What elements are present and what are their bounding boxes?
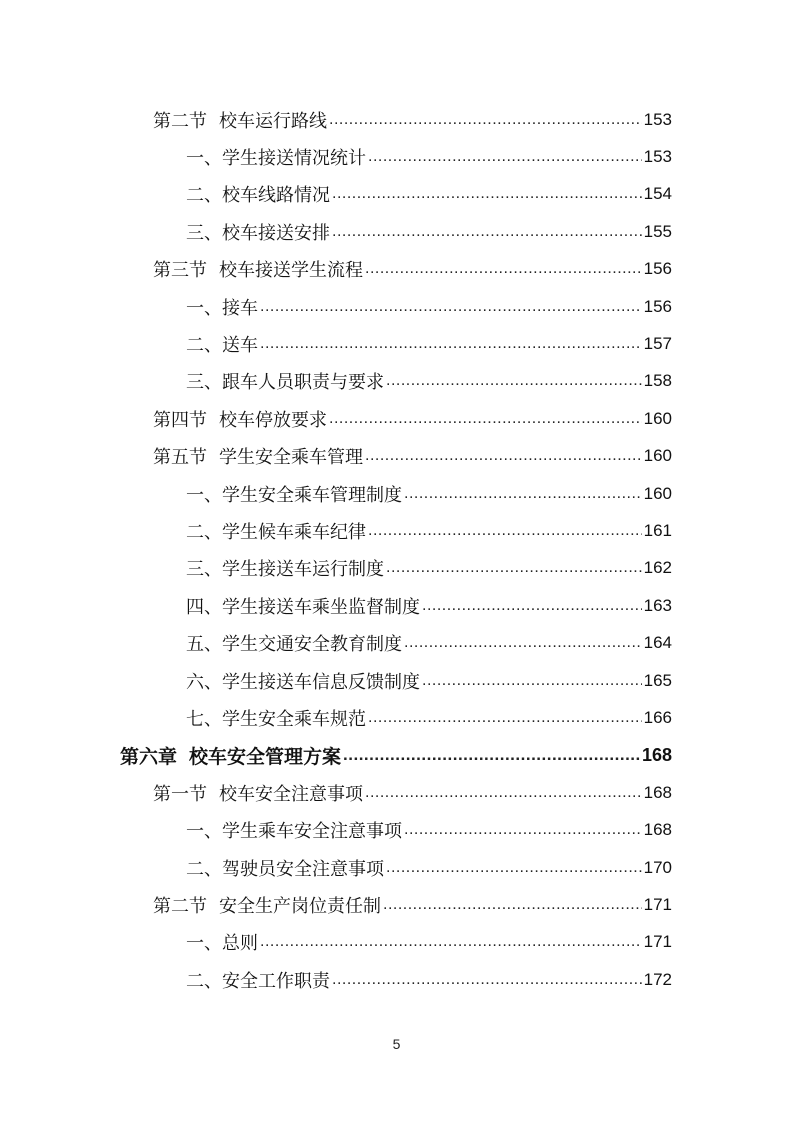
toc-dot-leader — [383, 896, 642, 914]
toc-entry-label — [186, 668, 422, 694]
table-of-contents — [0, 101, 793, 998]
toc-entry-page: 170 — [643, 857, 672, 877]
toc-entry-label — [153, 892, 383, 918]
toc-entry-title: 学生安全乘车管理制度 — [222, 484, 402, 506]
toc-entry-title: 学生候车乘车纪律 — [222, 521, 366, 543]
toc-dot-leader — [368, 522, 642, 540]
toc-subsection-entry[interactable] — [0, 475, 672, 512]
toc-dot-leader — [422, 597, 642, 615]
toc-chapter-entry[interactable] — [0, 737, 672, 774]
toc-entry-title: 校车停放要求 — [219, 409, 327, 431]
toc-entry-title: 接车 — [222, 297, 258, 319]
toc-entry-label — [153, 256, 365, 282]
toc-dot-leader — [386, 559, 642, 577]
toc-subsection-entry[interactable] — [0, 961, 672, 998]
toc-entry-page: 168 — [643, 820, 672, 840]
toc-dot-leader — [386, 372, 642, 390]
toc-entry-title: 学生接送车信息反馈制度 — [222, 671, 420, 693]
toc-dot-leader — [365, 784, 642, 802]
toc-entry-title: 校车安全注意事项 — [219, 783, 363, 805]
toc-subsection-entry[interactable] — [0, 924, 672, 961]
toc-entry-title: 学生交通安全教育制度 — [222, 634, 402, 656]
toc-dot-leader — [368, 148, 642, 166]
toc-entry-page: 155 — [643, 221, 672, 241]
toc-entry-title: 学生接送情况统计 — [222, 148, 366, 170]
toc-entry-page: 153 — [643, 147, 672, 167]
toc-subsection-entry[interactable] — [0, 138, 672, 175]
toc-entry-page: 153 — [643, 109, 672, 129]
toc-entry-label — [186, 967, 332, 993]
toc-section-entry[interactable] — [0, 251, 672, 288]
toc-entry-title: 学生安全乘车规范 — [222, 708, 366, 730]
toc-entry-page: 156 — [643, 296, 672, 316]
toc-entry-prefix: 第四节 — [153, 409, 207, 431]
toc-dot-leader — [365, 447, 642, 465]
toc-entry-page: 154 — [643, 184, 672, 204]
toc-entry-label — [186, 705, 368, 731]
toc-entry-label — [186, 593, 422, 619]
toc-entry-page: 172 — [643, 969, 672, 989]
toc-entry-title: 安全工作职责 — [222, 970, 330, 992]
toc-dot-leader — [404, 821, 642, 839]
toc-dot-leader — [368, 709, 642, 727]
toc-entry-page: 161 — [643, 520, 672, 540]
toc-entry-label — [153, 107, 329, 133]
toc-entry-page: 163 — [643, 595, 672, 615]
toc-entry-label — [120, 742, 343, 769]
toc-section-entry[interactable] — [0, 400, 672, 437]
toc-entry-title: 总则 — [222, 933, 258, 955]
toc-entry-prefix: 二、 — [186, 335, 222, 357]
toc-entry-label — [186, 481, 404, 507]
toc-subsection-entry[interactable] — [0, 849, 672, 886]
toc-entry-title: 校车安全管理方案 — [189, 745, 342, 768]
toc-entry-page: 171 — [643, 894, 672, 914]
toc-subsection-entry[interactable] — [0, 176, 672, 213]
toc-entry-prefix: 六、 — [186, 671, 222, 693]
toc-section-entry[interactable] — [0, 438, 672, 475]
toc-dot-leader — [332, 223, 642, 241]
toc-entry-prefix: 第三节 — [153, 260, 207, 282]
toc-entry-prefix: 七、 — [186, 708, 222, 730]
toc-dot-leader — [260, 335, 642, 353]
toc-entry-prefix: 第二节 — [153, 110, 207, 132]
toc-dot-leader — [386, 859, 642, 877]
toc-entry-prefix: 三、 — [186, 222, 222, 244]
toc-entry-page: 171 — [643, 932, 672, 952]
toc-entry-label — [186, 518, 368, 544]
toc-entry-title: 跟车人员职责与要求 — [222, 372, 384, 394]
toc-dot-leader — [404, 485, 642, 503]
toc-subsection-entry[interactable] — [0, 512, 672, 549]
toc-dot-leader — [260, 298, 642, 316]
toc-entry-prefix: 二、 — [186, 970, 222, 992]
toc-entry-title: 校车线路情况 — [222, 185, 330, 207]
toc-entry-prefix: 第五节 — [153, 447, 207, 469]
toc-subsection-entry[interactable] — [0, 811, 672, 848]
toc-dot-leader — [260, 933, 642, 951]
toc-dot-leader — [332, 185, 642, 203]
toc-subsection-entry[interactable] — [0, 363, 672, 400]
toc-dot-leader — [404, 634, 642, 652]
toc-entry-prefix: 三、 — [186, 372, 222, 394]
toc-entry-prefix: 一、 — [186, 148, 222, 170]
toc-entry-label — [153, 780, 365, 806]
toc-entry-title: 驾驶员安全注意事项 — [222, 858, 384, 880]
toc-subsection-entry[interactable] — [0, 662, 672, 699]
toc-entry-page: 166 — [643, 707, 672, 727]
toc-entry-page: 156 — [643, 259, 672, 279]
toc-entry-page: 168 — [641, 744, 672, 765]
toc-dot-leader — [365, 260, 642, 278]
toc-entry-title: 学生接送车乘坐监督制度 — [222, 596, 420, 618]
toc-entry-label — [186, 331, 260, 357]
toc-entry-page: 168 — [643, 782, 672, 802]
toc-entry-label — [186, 219, 332, 245]
toc-entry-title: 校车运行路线 — [219, 110, 327, 132]
toc-entry-prefix: 第一节 — [153, 783, 207, 805]
toc-entry-title: 学生乘车安全注意事项 — [222, 821, 402, 843]
toc-entry-label — [186, 855, 386, 881]
toc-entry-page: 160 — [643, 483, 672, 503]
toc-entry-page: 160 — [643, 408, 672, 428]
toc-entry-prefix: 二、 — [186, 521, 222, 543]
toc-entry-prefix: 二、 — [186, 185, 222, 207]
toc-entry-prefix: 一、 — [186, 821, 222, 843]
toc-entry-page: 160 — [643, 446, 672, 466]
toc-entry-prefix: 四、 — [186, 596, 222, 618]
toc-entry-label — [186, 630, 404, 656]
toc-dot-leader — [422, 672, 642, 690]
toc-entry-label — [186, 368, 386, 394]
toc-entry-label — [186, 181, 332, 207]
toc-entry-page: 158 — [643, 371, 672, 391]
toc-section-entry[interactable] — [0, 101, 672, 138]
toc-entry-prefix: 一、 — [186, 484, 222, 506]
toc-subsection-entry[interactable] — [0, 550, 672, 587]
toc-entry-page: 165 — [643, 670, 672, 690]
toc-entry-page: 164 — [643, 633, 672, 653]
toc-entry-title: 送车 — [222, 335, 258, 357]
page-number: 5 — [392, 1036, 401, 1052]
toc-entry-title: 校车接送学生流程 — [219, 260, 363, 282]
toc-entry-label — [153, 406, 329, 432]
toc-entry-prefix: 二、 — [186, 858, 222, 880]
toc-entry-page: 157 — [643, 334, 672, 354]
toc-subsection-entry[interactable] — [0, 624, 672, 661]
toc-entry-title: 校车接送安排 — [222, 222, 330, 244]
toc-entry-prefix: 第六章 — [120, 745, 178, 768]
toc-dot-leader — [343, 745, 640, 765]
toc-dot-leader — [329, 410, 642, 428]
toc-entry-label — [186, 555, 386, 581]
toc-entry-label — [186, 294, 260, 320]
toc-section-entry[interactable] — [0, 774, 672, 811]
toc-subsection-entry[interactable] — [0, 288, 672, 325]
toc-entry-label — [186, 929, 260, 955]
toc-subsection-entry[interactable] — [0, 325, 672, 362]
toc-subsection-entry[interactable] — [0, 213, 672, 250]
toc-entry-prefix: 一、 — [186, 297, 222, 319]
toc-entry-label — [186, 817, 404, 843]
toc-section-entry[interactable] — [0, 886, 672, 923]
toc-dot-leader — [329, 111, 642, 129]
toc-subsection-entry[interactable] — [0, 587, 672, 624]
toc-entry-page: 162 — [643, 558, 672, 578]
toc-entry-prefix: 三、 — [186, 559, 222, 581]
toc-entry-prefix: 第二节 — [153, 895, 207, 917]
toc-entry-title: 安全生产岗位责任制 — [219, 895, 381, 917]
toc-dot-leader — [332, 971, 642, 989]
toc-entry-prefix: 一、 — [186, 933, 222, 955]
toc-entry-title: 学生安全乘车管理 — [219, 447, 363, 469]
toc-entry-label — [153, 443, 365, 469]
toc-entry-label — [186, 144, 368, 170]
toc-entry-title: 学生接送车运行制度 — [222, 559, 384, 581]
toc-entry-prefix: 五、 — [186, 634, 222, 656]
toc-subsection-entry[interactable] — [0, 699, 672, 736]
